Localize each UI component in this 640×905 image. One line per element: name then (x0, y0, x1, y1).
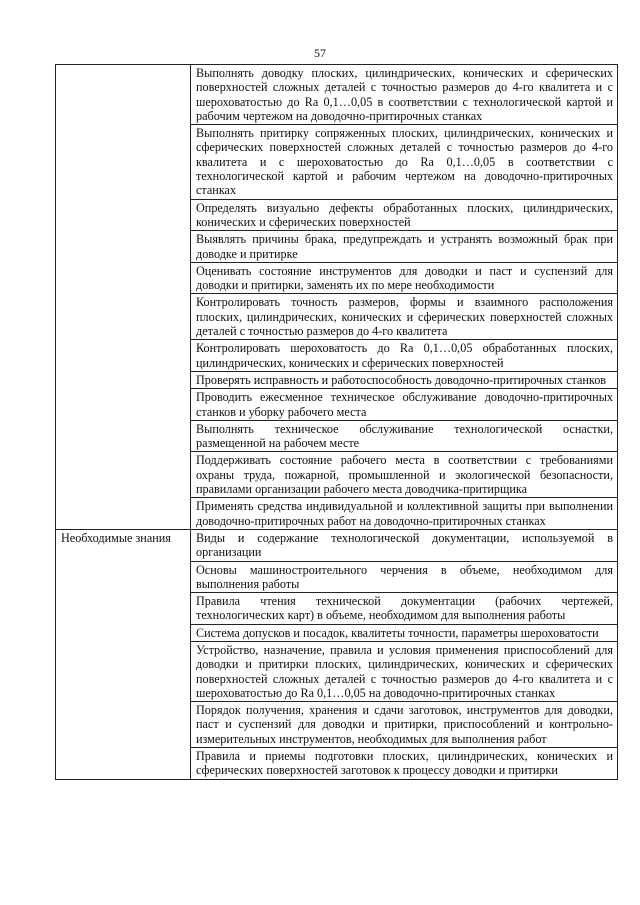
section-label-cell (56, 65, 191, 530)
table-row (56, 65, 618, 125)
requirement-cell: Выполнять доводку плоских, цилиндрических, конических и сферических поверхностей сложных деталей с точностью размеров до 4-го квалитета и с шероховатостью до Ra 0,1…0,05 в соответствии с технологической картой и рабочим чертежом на доводочно-притирочных станках (191, 65, 618, 125)
table-row (56, 529, 618, 561)
requirements-table (55, 64, 618, 780)
requirement-cell: Основы машиностроительного черчения в объеме, необходимом для выполнения работы (191, 561, 618, 593)
requirement-cell: Проверять исправность и работоспособность доводочно-притирочных станков (191, 371, 618, 388)
requirement-cell: Выявлять причины брака, предупреждать и устранять возможный брак при доводке и притирке (191, 231, 618, 263)
requirement-cell: Проводить ежесменное техническое обслуживание доводочно-притирочных станков и уборку рабочего места (191, 389, 618, 421)
requirements-table-body (56, 65, 618, 780)
requirement-cell: Контролировать шероховатость до Ra 0,1…0,05 обработанных плоских, цилиндрических, конических и сферических поверхностей (191, 340, 618, 372)
requirement-cell: Применять средства индивидуальной и коллективной защиты при выполнении доводочно-притирочных работ на доводочно-притирочных станках (191, 498, 618, 530)
requirement-cell: Контролировать точность размеров, формы и взаимного расположения плоских, цилиндрических, конических и сферических поверхностей сложных деталей с точностью размеров до 4-го квалитета (191, 294, 618, 340)
page-number: 57 (314, 46, 326, 60)
requirement-cell: Оценивать состояние инструментов для доводки и паст и суспензий для доводки и притирки, заменять их по мере необходимости (191, 262, 618, 294)
requirement-cell: Правила и приемы подготовки плоских, цилиндрических, конических и сферических поверхностей заготовок к процессу доводки и притирки (191, 748, 618, 780)
requirement-cell: Выполнять притирку сопряженных плоских, цилиндрических, конических и сферических поверхностей сложных деталей с точностью размеров до 4-го квалитета и с шероховатостью до Ra 0,1…0,05 в соответствии с технологической картой и рабочим чертежом на доводочно-притирочных станках (191, 125, 618, 199)
section-label-cell: Необходимые знания (56, 529, 191, 779)
requirement-cell: Определять визуально дефекты обработанных плоских, цилиндрических, конических и сферических поверхностей (191, 199, 618, 231)
requirement-cell: Виды и содержание технологической документации, используемой в организации (191, 529, 618, 561)
requirement-cell: Правила чтения технической документации (рабочих чертежей, технологических карт) в объеме, необходимом для выполнения работы (191, 593, 618, 625)
requirement-cell: Система допусков и посадок, квалитеты точности, параметры шероховатости (191, 624, 618, 641)
requirement-cell: Устройство, назначение, правила и условия применения приспособлений для доводки и притирки плоских, цилиндрических, конических и сферических поверхностей сложных деталей с точностью размеров до 4-го квалитета и с шероховатостью до Ra 0,1…0,05 на доводочно-притирочных станках (191, 641, 618, 701)
requirement-cell: Порядок получения, хранения и сдачи заготовок, инструментов для доводки, паст и суспензий для доводки и притирки, приспособлений и контрольно-измерительных инструментов, необходимых для выполнения работ (191, 702, 618, 748)
requirement-cell: Поддерживать состояние рабочего места в соответствии с требованиями охраны труда, пожарной, промышленной и экологической безопасности, правилами организации рабочего места доводчика-притирщика (191, 452, 618, 498)
requirement-cell: Выполнять техническое обслуживание технологической оснастки, размещенной на рабочем месте (191, 420, 618, 452)
